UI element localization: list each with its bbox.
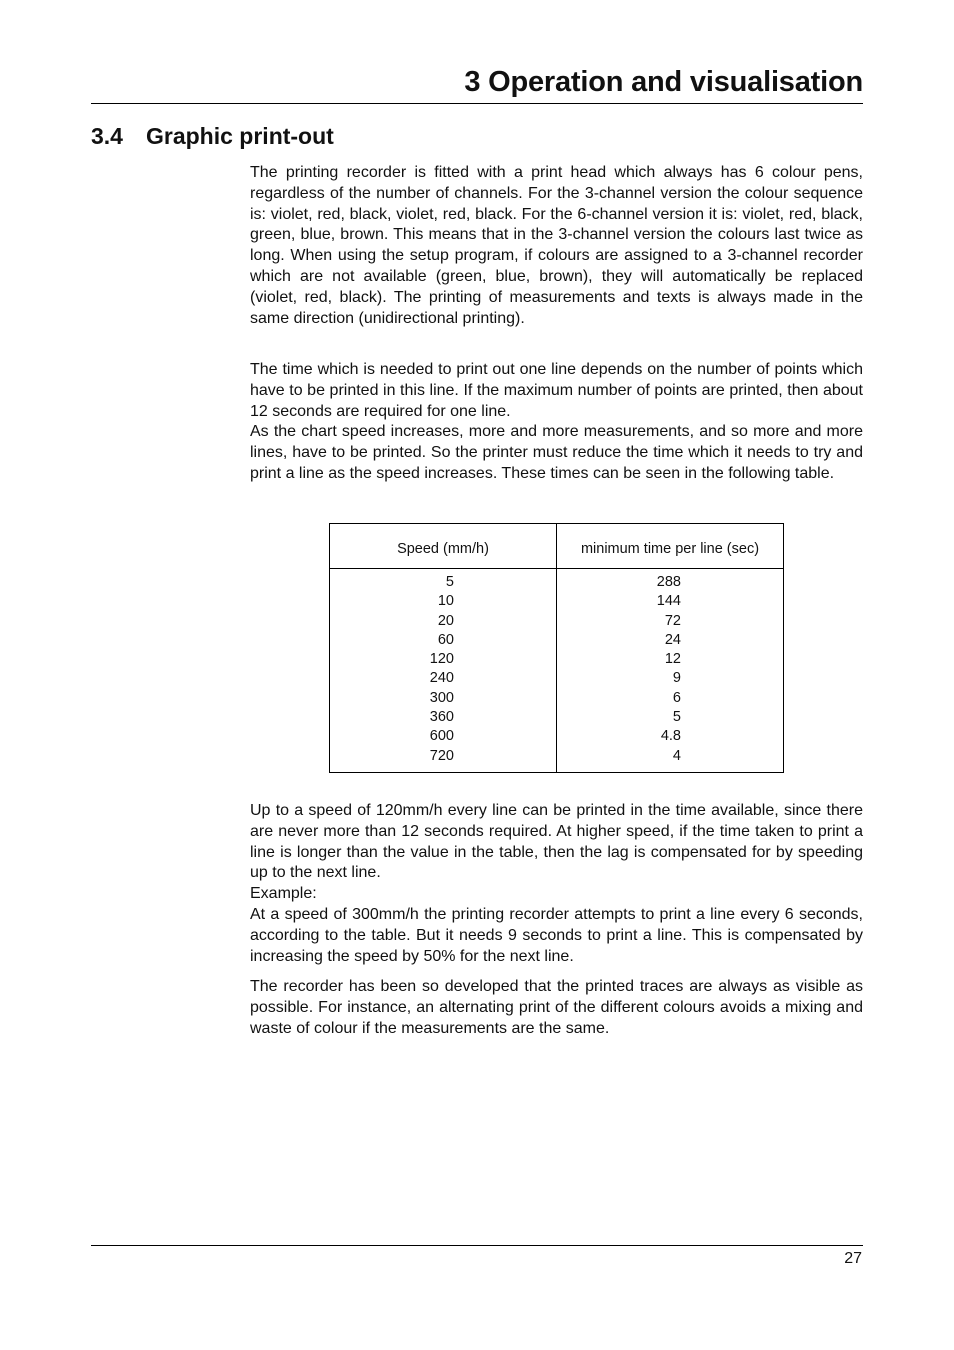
paragraph-line-time: The time which is needed to print out one line depends on the number of points which have to be printed in this line. If the maximum number of points are printed, then about 12 seconds are required for one line.	[250, 361, 863, 420]
paragraph-pens: The printing recorder is fitted with a print head which always has 6 colour pens, regardless of the number of channels. For the 3-channel version the colour sequence is: violet, red, black, violet, red, black. For the 6-channel version it is: violet, red, black, green, blue, brown. This means that in the 3-channel version the colours last twice as long. When using the setup program, if colours are assigned to a 3-channel recorder which are not available (green, blue, brown), they will automatically be replaced (violet, red, black). The printing of measurements and texts is always made in the same direction (unidirectional printing).	[250, 164, 863, 327]
table-cell-speed: 240	[429, 670, 454, 687]
table-cell-time: 4.8	[660, 728, 681, 745]
table-cell-speed: 20	[437, 612, 454, 629]
table-cell-speed: 600	[429, 728, 454, 745]
table-cell-speed: 120	[429, 651, 454, 668]
table-cell-time: 5	[672, 709, 681, 726]
paragraph-lag-compensation	[250, 801, 863, 967]
table-cell-speed: 720	[429, 747, 454, 764]
section-number: 3.4	[91, 123, 123, 149]
example-label: Example:	[250, 885, 317, 903]
table-cell-time: 4	[672, 747, 681, 764]
footer-rule	[91, 1245, 863, 1246]
example-text: At a speed of 300mm/h the printing recorder attempts to print a line every 6 seconds, according to the table. But it needs 9 seconds to print a line. This is compensated by increasing the speed by 50% for the next line.	[250, 905, 863, 965]
paragraph-line-lag: Up to a speed of 120mm/h every line can be printed in the time available, since there are never more than 12 seconds required. At higher speed, if the time taken to print a line is longer than the value in the table, then the lag is compensated for by speeding up to the next line.	[250, 802, 863, 882]
table-header-speed: Speed (mm/h)	[397, 541, 489, 557]
table-cell-time: 72	[664, 612, 681, 629]
table-cell-speed: 5	[445, 574, 454, 590]
paragraph-visibility: The recorder has been so developed that the printed traces are always as visible as possible. For instance, an alternating print of the different colours avoids a mixing and waste of colour if the measurements are the same.	[250, 978, 863, 1037]
table-header-time: minimum time per line (sec)	[580, 541, 760, 557]
section-heading	[91, 123, 334, 150]
table-cell-time: 12	[664, 651, 681, 668]
table-column-time	[657, 573, 681, 766]
table-cell-speed: 360	[429, 709, 454, 726]
table-cell-time: 6	[672, 689, 681, 706]
table-column-divider	[556, 524, 557, 772]
chapter-title: 3 Operation and visualisation	[464, 66, 863, 98]
speed-time-table	[329, 523, 784, 773]
paragraph-line-speed: As the chart speed increases, more and more measurements, and so more and more lines, have to be printed. So the printer must reduce the time which it needs to try and print a line as the speed increases. These times can be seen in the following table.	[250, 423, 863, 482]
table-cell-speed: 60	[437, 631, 454, 648]
table-cell-time: 288	[656, 574, 681, 590]
paragraph-print-time	[250, 360, 863, 485]
table-column-speed	[430, 573, 454, 766]
table-cell-speed: 300	[429, 689, 454, 706]
table-cell-time: 9	[672, 670, 681, 687]
table-cell-speed: 10	[437, 593, 454, 610]
table-cell-time: 144	[656, 593, 681, 610]
table-cell-time: 24	[664, 631, 681, 648]
page-number: 27	[844, 1250, 862, 1267]
header-rule	[91, 103, 863, 104]
section-title: Graphic print-out	[146, 123, 334, 149]
